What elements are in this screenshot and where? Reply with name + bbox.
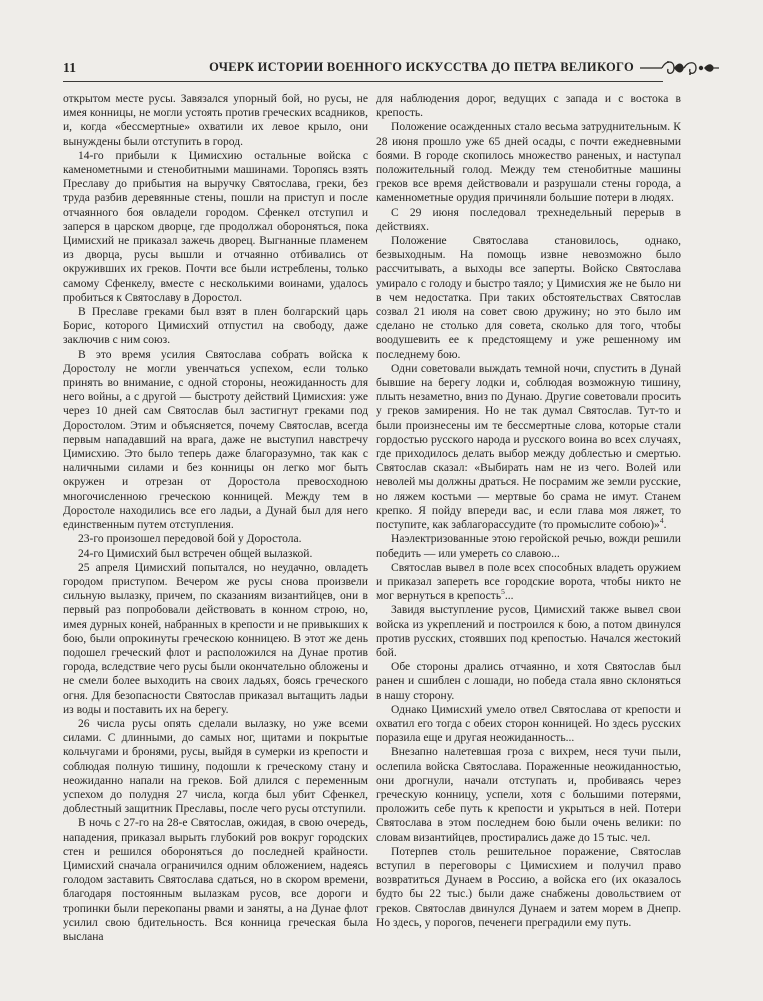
paragraph — [63, 561, 368, 717]
paragraph-tail: ... — [504, 590, 514, 603]
paragraph-text: 23-го произошел передовой бой у Доростола. — [78, 533, 302, 546]
paragraph — [376, 745, 681, 844]
header-rule — [63, 81, 663, 82]
paragraph-text: Наэлектризованные этою геройской речью, вожди решили победить — или умереть со славою... — [376, 533, 681, 560]
paragraph-text: Обе стороны дрались отчаянно, и хотя Святослав был ранен и сшиблен с лошади, но победа стала явно склоняться в нашу сторону. — [376, 661, 681, 702]
paragraph — [376, 660, 681, 703]
paragraph-text: 25 апреля Цимисхий попытался, но неудачно, овладеть городом приступом. Вечером же русы снова произвели сильную вылазку, причем, по сказаниям византийцев, они в первый раз попробовали действовать в конном строю, но, имея дурных коней, набранных в крепости и не привыкших к бою, были опрокинуты греческою конницею. В этот же день подошел греческий флот и расположился на Дунае против города, вследствие чего русы были окончательно обложены и не смели более выходить на своих ладьях, боясь греческого огня. Для безопасности Святослав приказал вытащить ладьи из воды и поставить их на берегу. — [63, 561, 368, 716]
paragraph-text: В это время усилия Святослава собрать войска к Доростолу не могли увенчаться успехом, если только принять во внимание, с одной стороны, неожиданность для него войны, а с другой — быстроту действий Цимисхия: уже через 10 дней сам Святослав был застигнут греками под Доростолом. Этим и объясняется, почему Святослав, всегда первым нападавший на врага, даже не выступил навстречу Цимисхию. Это было теперь даже благоразумно, так как с наличными силами и без конницы он легко мог быть окружен и отрезан от Доростола превосходною многочисленною греческою конницей. Между тем в Доростоле находились все его ладьи, а Дунай был для него единственным путем отступления. — [63, 348, 368, 532]
paragraph-text: С 29 июня последовал трехнедельный перерыв в действиях. — [376, 206, 681, 233]
paragraph-text: Одни советовали выждать темной ночи, спустить в Дунай бывшие на берегу лодки и, соблюдая возможную тишину, плыть незаметно, вниз по Дунаю. Другие советовали просить у греков замирения. Но не так думал Святослав. Тут-то и были произнесены им те бессмертные слова, которые стали гордостью русского народа и русского воина во всех случаях, где приходилось делать выбор между доблестью и смертью. Святослав сказал: «Выбирать нам не из чего. Волей или неволей мы должны драться. Не посрамим же земли русские, но ляжем костьми — мертвые бо срама не имут. Станем крепко. Я пойду впереди вас, и если глава моя ляжет, то поступите, как заблагорассудите (то промыслите собою)» — [376, 362, 681, 532]
paragraph-tail: . — [663, 519, 667, 532]
paragraph-text: Положение осажденных стало весьма затруднительным. К 28 июня прошло уже 65 дней осады, с почти ежедневными боями. В городе скопилось множество раненых, и наступал положительный голод. Между тем стенобитные машины греков все время действовали и разрушали стены города, а каменнометные орудия причиняли большие потери в людях. — [376, 121, 681, 205]
paragraph — [376, 120, 681, 205]
paragraph — [376, 561, 681, 604]
paragraph — [376, 206, 681, 234]
left-column — [63, 92, 368, 944]
footnote-marker: 4 — [659, 516, 664, 526]
page-number: 11 — [63, 60, 77, 75]
paragraph — [376, 92, 681, 120]
footnote-marker: 5 — [501, 587, 505, 597]
paragraph — [376, 603, 681, 660]
paragraph — [63, 348, 368, 533]
paragraph-text: 24-го Цимисхий был встречен общей вылазкой. — [78, 547, 313, 560]
paragraph-text: Потерпев столь решительное поражение, Святослав вступил в переговоры с Цимисхием и получил право возвратиться Дунаем в Россию, а войска его (их оказалось будто бы 22 тыс.) были даже снабжены довольствием от греков. Святослав двинулся Дунаем и затем морем в Днепр. Но здесь, у порогов, печенеги преградили ему путь. — [376, 845, 681, 929]
paragraph-text: В ночь с 27-го на 28-е Святослав, ожидая, в свою очередь, нападения, приказал вырыть глубокий ров вокруг городских стен и решился обороняться до последней крайности. Цимисхий сначала ограничился одним обложением, надеясь голодом заставить Святослава сдаться, но в скором времени, благодаря постоянным вылазкам русов, все дороги и тропинки были перекопаны рвами и заняты, а на Дунае флот усилил свою бдительность. Вся конница греческая была выслана — [63, 817, 368, 943]
paragraph-text: 26 числа русы опять сделали вылазку, но уже всеми силами. С длинными, до самых ног, щитами и покрытые кольчугами и бронями, русы, выйдя в сумерки из крепости и соблюдая полную тишину, подошли к греческому стану и неожиданно напали на греков. Бой длился с переменным успехом до полудня 27 числа, когда был убит Сфенкел, доблестный защитник Преславы, после чего русы отступили. — [63, 717, 368, 816]
paragraph — [376, 532, 681, 560]
paragraph-text: для наблюдения дорог, ведущих с запада и с востока в крепость. — [376, 93, 681, 120]
paragraph — [63, 547, 368, 561]
paragraph-text: Внезапно налетевшая гроза с вихрем, неся тучи пыли, ослепила войска Святослава. Пораженные неожиданностью, они дрогнули, начали отступать и, пробиваясь через греческую конницу, успели, хотя с большими потерями, проложить себе путь к крепости и укрыться в ней. Потери Святослава в этом последнем бою были очень велики: по словам византийцев, простирались даже до 15 тыс. чел. — [376, 746, 681, 844]
paragraph-text: В Преславе греками был взят в плен болгарский царь Борис, которого Цимисхий отпустил на свободу, даже заключив с ним союз. — [63, 306, 368, 347]
paragraph — [63, 149, 368, 305]
vine-scroll-ornament-icon — [638, 58, 720, 78]
paragraph — [63, 532, 368, 546]
paragraph — [63, 816, 368, 944]
paragraph — [376, 362, 681, 532]
paragraph-text: открытом месте русы. Завязался упорный бой, но русы, не имея конницы, не могли устоять против греческих всадников, и, когда «бессмертные» охватили их левое крыло, они вынуждены были отступить в город. — [63, 93, 368, 148]
paragraph-text: Святослав вывел в поле всех способных владеть оружием и приказал запереть все городские ворота, чтобы никто не мог вернуться в крепость — [376, 561, 681, 603]
paragraph-text: Однако Цимисхий умело отвел Святослава от крепости и охватил его тогда с обеих сторон конницей. Но здесь русских поразила еще и другая неожиданность... — [376, 703, 681, 745]
running-title: ОЧЕРК ИСТОРИИ ВОЕННОГО ИСКУССТВА ДО ПЕТРА ВЕЛИКОГО — [209, 60, 634, 74]
paragraph — [63, 717, 368, 816]
right-column — [376, 92, 681, 930]
paragraph — [376, 845, 681, 930]
paragraph — [376, 234, 681, 362]
paragraph — [376, 703, 681, 746]
paragraph — [63, 305, 368, 348]
paragraph — [63, 92, 368, 149]
page-header — [63, 58, 720, 80]
paragraph-text: Завидя выступление русов, Цимисхий также вывел свои войска из укреплений и построился к бою, а потом двинулся против русских, стоявших под крепостью. Начался жестокий бой. — [376, 604, 681, 659]
paragraph-text: 14-го прибыли к Цимисхию остальные войска с каменометными и стенобитными машинами. Торопясь взять Преславу до прибытия на выручку Святослава, греки, без труда разбив деревянные стены, пошли на приступ и после отчаянного боя овладели городом. Сфенкел отступил и заперся в царском дворце, где продолжал обороняться, пока Цимисхий не приказал зажечь дворец. Выгнанные пламенем из дворца, русы вышли и отчаянно отбивались от окруживших их греков. Почти все были истреблены, только самому Сфенкелу, вместе с несколькими воинами, удалось пробиться к Святославу в Доростол. — [63, 149, 368, 304]
paragraph-text: Положение Святослава становилось, однако, безвыходным. На помощь извне невозможно было рассчитывать, а выходы все заперты. Войско Святослава умирало с голоду и быстро таяло; у Цимисхия же не было ни в чем недостатка. При таких обстоятельствах Святослав созвал 21 июля на совет свою дружину; но это было им сделано не столько для совета, сколько для того, чтобы воодушевить ее к предстоящему и уже решенному им последнему бою. — [376, 235, 681, 361]
